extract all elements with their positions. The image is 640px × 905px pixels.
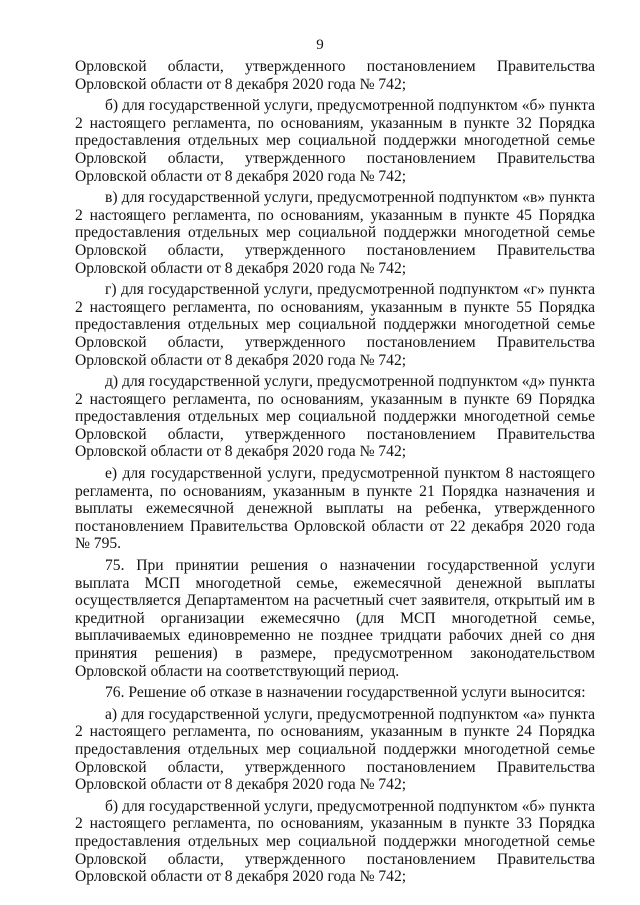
paragraph-74b: б) для государственной услуги, предусмотренной подпунктом «б» пункта 2 настоящего регламента, по основаниям, указанным в пункте 32 Порядка предоставления отдельных мер социальной поддержки многодетной семье Орловской области, утвержденного постановлением Правительства Орловской области от 8 декабря 2020 года № 742;	[75, 97, 595, 185]
paragraph-75: 75. При принятии решения о назначении государственной услуги выплата МСП многодетной семье, ежемесячной денежной выплаты осуществляется Департаментом на расчетный счет заявителя, открытый им в кредитной организации ежемесячно (для МСП многодетной семье, выплачиваемых единовременно не позднее тридцати рабочих дней со дня принятия решения) в размере, предусмотренном законодательством Орловской области на соответствующий период.	[75, 557, 595, 680]
document-body	[75, 58, 595, 890]
paragraph-76a: а) для государственной услуги, предусмотренной подпунктом «а» пункта 2 настоящего регламента, по основаниям, указанным в пункте 24 Порядка предоставления отдельных мер социальной поддержки многодетной семье Орловской области, утвержденного постановлением Правительства Орловской области от 8 декабря 2020 года № 742;	[75, 705, 595, 794]
paragraph-74d: д) для государственной услуги, предусмотренной подпунктом «д» пункта 2 настоящего регламента, по основаниям, указанным в пункте 69 Порядка предоставления отдельных мер социальной поддержки многодетной семье Орловской области, утвержденного постановлением Правительства Орловской области от 8 декабря 2020 года № 742;	[75, 373, 595, 461]
paragraph-74v: в) для государственной услуги, предусмотренной подпунктом «в» пункта 2 настоящего регламента, по основаниям, указанным в пункте 45 Порядка предоставления отдельных мер социальной поддержки многодетной семье Орловской области, утвержденного постановлением Правительства Орловской области от 8 декабря 2020 года № 742;	[75, 189, 595, 277]
page-number: 9	[316, 37, 324, 53]
paragraph-continuation: Орловской области, утвержденного постановлением Правительства Орловской области от 8 декабря 2020 года № 742;	[75, 58, 595, 93]
paragraph-76b: б) для государственной услуги, предусмотренной подпунктом «б» пункта 2 настоящего регламента, по основаниям, указанным в пункте 33 Порядка предоставления отдельных мер социальной поддержки многодетной семье Орловской области, утвержденного постановлением Правительства Орловской области от 8 декабря 2020 года № 742;	[75, 797, 595, 886]
paragraph-74e: е) для государственной услуги, предусмотренной пунктом 8 настоящего регламента, по основаниям, указанным в пункте 21 Порядка назначения и выплаты ежемесячной денежной выплаты на ребенка, утвержденного постановлением Правительства Орловской области от 22 декабря 2020 года № 795.	[75, 465, 595, 553]
paragraph-76: 76. Решение об отказе в назначении государственной услуги выносится:	[105, 684, 586, 702]
paragraph-74g: г) для государственной услуги, предусмотренной подпунктом «г» пункта 2 настоящего регламента, по основаниям, указанным в пункте 55 Порядка предоставления отдельных мер социальной поддержки многодетной семье Орловской области, утвержденного постановлением Правительства Орловской области от 8 декабря 2020 года № 742;	[75, 281, 595, 369]
